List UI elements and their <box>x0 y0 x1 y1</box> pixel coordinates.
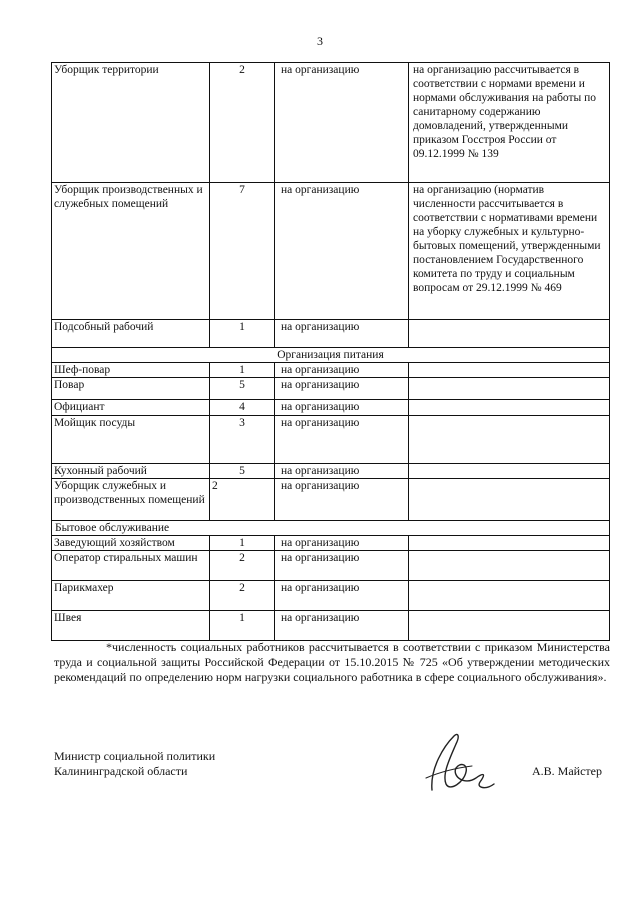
position-cell: Уборщик производственных и служебных помещений <box>52 183 210 320</box>
table-row <box>52 378 610 400</box>
note-cell: на организацию рассчитывается в соответствии с нормами времени и нормами обслуживания на работы по санитарному содержанию домовладений, утвержденными приказом Госстроя России от 09.12.1999 № 139 <box>409 63 610 183</box>
note-cell <box>409 551 610 581</box>
note-cell: на организацию (норматив численности рассчитывается в соответствии с нормативами времени на уборку служебных и культурно-бытовых помещений, утвержденными постановлением Государственного комитета по труду и социальным вопросам от 29.12.1999 № 469 <box>409 183 610 320</box>
basis-cell: на организацию <box>275 479 409 521</box>
position-cell: Парикмахер <box>52 581 210 611</box>
count-cell: 1 <box>210 611 275 641</box>
section-row <box>52 521 610 536</box>
footnote: *численность социальных работников рассчитывается в соответствии с приказом Министерства труда и социальной защиты Российской Федерации от 15.10.2015 № 725 «Об утверждении методических рекомендаций по определению норм нагрузки социального работника в сфере социального обслуживания». <box>54 640 610 684</box>
basis-cell: на организацию <box>275 464 409 479</box>
basis-cell: на организацию <box>275 536 409 551</box>
basis-cell: на организацию <box>275 378 409 400</box>
position-cell: Мойщик посуды <box>52 416 210 464</box>
table-row <box>52 536 610 551</box>
basis-cell: на организацию <box>275 63 409 183</box>
signatory-title <box>54 749 215 779</box>
handwritten-signature <box>420 728 500 798</box>
note-cell <box>409 400 610 416</box>
note-cell <box>409 581 610 611</box>
note-cell <box>409 536 610 551</box>
note-cell <box>409 378 610 400</box>
position-cell: Уборщик территории <box>52 63 210 183</box>
note-cell <box>409 416 610 464</box>
basis-cell: на организацию <box>275 611 409 641</box>
basis-cell: на организацию <box>275 400 409 416</box>
section-title: Организация питания <box>52 348 610 363</box>
count-cell: 2 <box>210 63 275 183</box>
table-row <box>52 416 610 464</box>
count-cell: 4 <box>210 400 275 416</box>
page-number: 3 <box>317 34 323 48</box>
section-row <box>52 348 610 363</box>
table-row <box>52 400 610 416</box>
table-row <box>52 551 610 581</box>
table-row <box>52 320 610 348</box>
basis-cell: на организацию <box>275 551 409 581</box>
position-cell: Заведующий хозяйством <box>52 536 210 551</box>
signatory-name: А.В. Майстер <box>532 764 602 778</box>
count-cell: 1 <box>210 536 275 551</box>
section-title: Бытовое обслуживание <box>52 521 610 536</box>
position-cell: Швея <box>52 611 210 641</box>
basis-cell: на организацию <box>275 416 409 464</box>
table-row <box>52 611 610 641</box>
basis-cell: на организацию <box>275 363 409 378</box>
basis-cell: на организацию <box>275 581 409 611</box>
basis-cell: на организацию <box>275 320 409 348</box>
table-row <box>52 363 610 378</box>
table-row <box>52 63 610 183</box>
signatory-title-line: Министр социальной политики <box>54 749 216 763</box>
table-row <box>52 479 610 521</box>
position-cell: Кухонный рабочий <box>52 464 210 479</box>
count-cell: 5 <box>210 378 275 400</box>
count-cell: 3 <box>210 416 275 464</box>
count-cell: 2 <box>210 479 275 521</box>
note-cell <box>409 611 610 641</box>
count-cell: 2 <box>210 551 275 581</box>
count-cell: 1 <box>210 320 275 348</box>
table-row <box>52 581 610 611</box>
table-row <box>52 464 610 479</box>
position-cell: Шеф-повар <box>52 363 210 378</box>
count-cell: 7 <box>210 183 275 320</box>
position-cell: Официант <box>52 400 210 416</box>
note-cell <box>409 464 610 479</box>
note-cell <box>409 320 610 348</box>
basis-cell: на организацию <box>275 183 409 320</box>
table-row <box>52 183 610 320</box>
note-cell <box>409 363 610 378</box>
count-cell: 2 <box>210 581 275 611</box>
note-cell <box>409 479 610 521</box>
count-cell: 5 <box>210 464 275 479</box>
staffing-table <box>51 62 610 641</box>
position-cell: Уборщик служебных и производственных помещений <box>52 479 210 521</box>
position-cell: Подсобный рабочий <box>52 320 210 348</box>
position-cell: Оператор стиральных машин <box>52 551 210 581</box>
count-cell: 1 <box>210 363 275 378</box>
position-cell: Повар <box>52 378 210 400</box>
signatory-title-line: Калининградской области <box>54 764 188 778</box>
